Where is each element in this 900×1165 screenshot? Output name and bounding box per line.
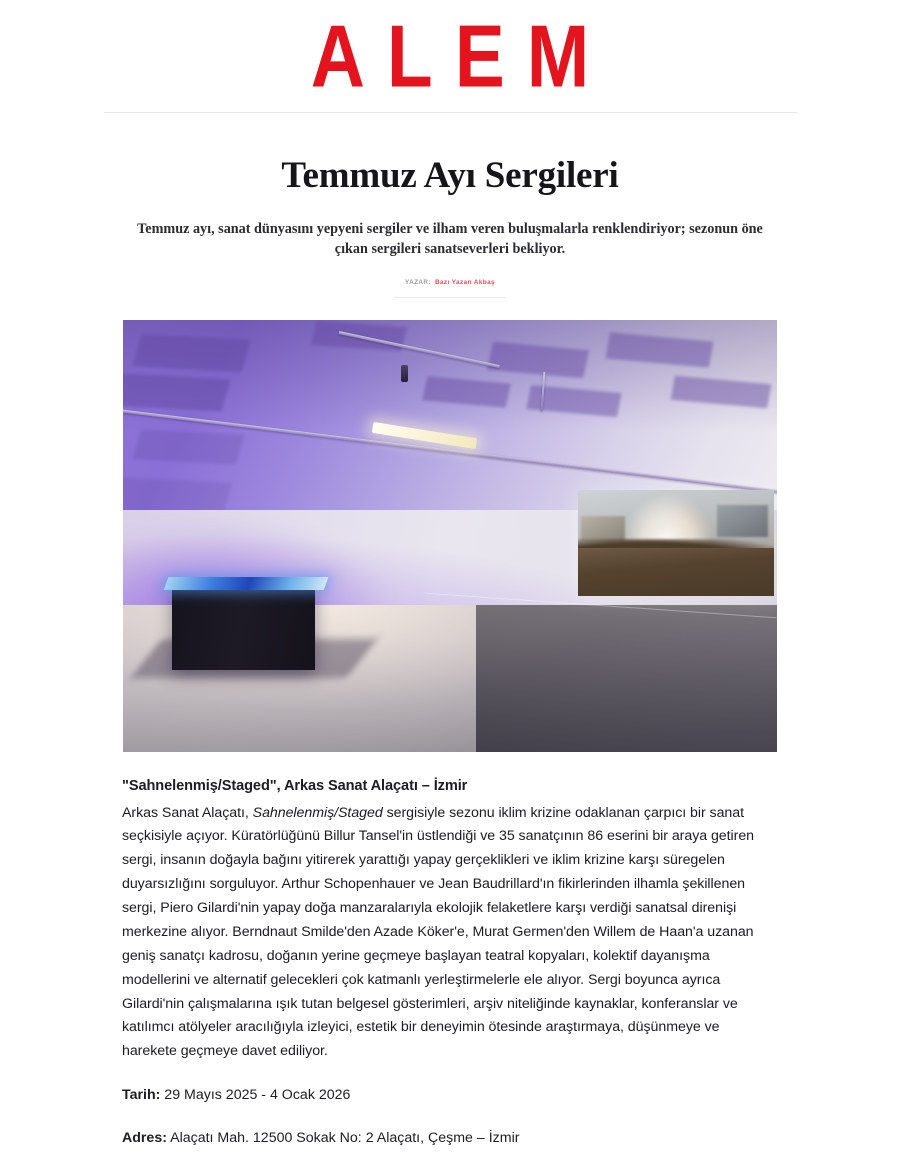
byline-label: YAZAR: [405,278,431,286]
video-projection [578,490,774,596]
byline [0,279,900,286]
exhibition-date [122,1084,778,1107]
paragraph-rest: sergisiyle sezonu iklim krizine odaklanan çarpıcı bir sanat seçkisiyle açıyor. Küratörlüğünü Billur Tansel'in üstlendiği ve 35 sanatçının 86 eserini bir araya getiren sergi, insanın doğayla bağını yitirerek yarattığı yapay gerçeklikleri ve iklim krizine karşı süregelen duyarsızlığını sorguluyor. Arthur Schopenhauer ve Jean Baudrillard'ın fikirlerinden ilhamla şekillenen sergi, Piero Gilardi'nin yapay doğa manzaralarıyla ekolojik felaketlere karşı verdiği sanatsal direnişi merkezine alıyor. Berndnaut Smilde'den Azade Köker'e, Murat Germen'den Willem de Haan'a uzanan geniş sanatçı kadrosu, doğanın yerine geçmeye başlayan teatral kopyaları, kolektif dayanışma modellerini ve alternatif gelecekleri çok katmanlı yerleştirmelerle ele alıyor. Sergi boyunca ayrıca Gilardi'nin çalışmalarına ışık tutan belgesel gösterimleri, arşiv niteliğinde kaynaklar, konferanslar ve katılımcı atölyeler aracılığıyla izleyici, estetik bir deneyimin ötesinde araştırmaya, düşünmeye ve harekete geçmeye davet ediliyor. [122,804,754,1060]
article-header [0,113,900,298]
page-title: Temmuz Ayı Sergileri [281,155,619,196]
site-masthead [0,0,900,112]
article-body [122,776,778,1150]
gallery-interior-illustration [123,320,777,752]
section-title: "Sahnelenmiş/Staged", Arkas Sanat Alaçatı – İzmir [122,777,468,794]
address-value: Alaçatı Mah. 12500 Sokak No: 2 Alaçatı, Çeşme – İzmir [166,1129,520,1146]
date-value: 29 Mayıs 2025 - 4 Ocak 2026 [160,1087,351,1104]
byline-author-link[interactable]: Bazı Yazan Akbaş [434,278,495,286]
vitrine-blue-light [164,577,329,590]
gallery-floor-right [476,605,777,752]
section-paragraph [122,802,778,1064]
paragraph-lead: Arkas Sanat Alaçatı, [122,804,253,821]
display-plinth [172,585,315,669]
address-label: Adres: [122,1129,167,1146]
alem-logo[interactable]: ALEM [310,5,612,105]
byline-divider [394,297,506,298]
spotlight [401,365,408,382]
exhibition-name-italic: Sahnelenmiş/Staged [252,804,383,821]
exhibition-address [122,1127,778,1150]
date-label: Tarih: [122,1087,161,1104]
hero-image [123,320,777,752]
article-standfirst: Temmuz ayı, sanat dünyasını yepyeni sergiler ve ilham veren buluşmalarla renklendiriyor; sezonun öne çıkan sergileri sanatseverleri bekliyor. [137,220,763,258]
